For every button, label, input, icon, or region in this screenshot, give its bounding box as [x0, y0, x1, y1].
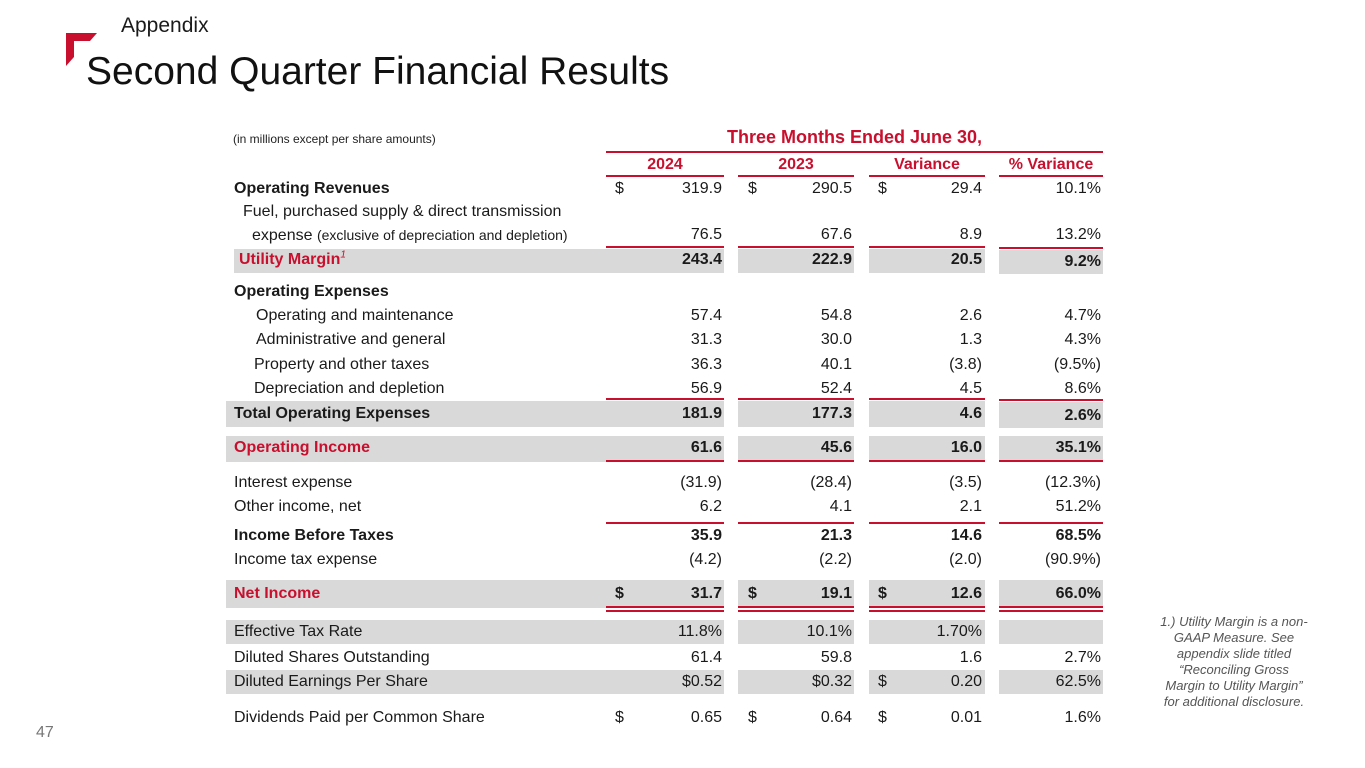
row-label: Diluted Shares Outstanding: [234, 649, 430, 666]
cell-2024: 61.4: [690, 649, 722, 666]
rule: [606, 460, 724, 462]
cell-variance: (3.8): [949, 356, 982, 373]
currency-symbol: $: [878, 180, 887, 197]
row-label: Income Before Taxes: [234, 527, 394, 544]
cell-2023: $0.32: [811, 673, 852, 690]
cell-pct: 66.0%: [1055, 585, 1101, 602]
cell-2023: 177.3: [811, 405, 852, 422]
cell-variance: 4.5: [959, 380, 982, 397]
row-label: Interest expense: [234, 474, 353, 491]
cell-2024: 36.3: [690, 356, 722, 373]
period-header: Three Months Ended June 30,: [606, 126, 1103, 153]
cell-pct: 13.2%: [1055, 226, 1101, 243]
row-label: Diluted Earnings Per Share: [234, 673, 428, 690]
row-label: [239, 249, 346, 271]
cell-2024: 31.7: [690, 585, 722, 602]
currency-symbol: $: [748, 180, 757, 197]
cell-2023: 52.4: [820, 380, 852, 397]
rule: [999, 606, 1103, 608]
cell-2024: (31.9): [680, 474, 722, 491]
rule: [869, 246, 985, 248]
cell-2023: (2.2): [819, 551, 852, 568]
row-label: Depreciation and depletion: [254, 380, 445, 397]
currency-symbol: $: [878, 709, 887, 726]
cell-pct: 68.5%: [1055, 527, 1101, 544]
cell-2023: 290.5: [811, 180, 852, 197]
row-label: [252, 224, 568, 247]
rule: [738, 246, 854, 248]
cell-variance: (3.5): [949, 474, 982, 491]
table-row-interest: [0, 472, 1365, 494]
cell-pct: 4.3%: [1064, 331, 1101, 348]
cell-variance: 1.6: [959, 649, 982, 666]
currency-symbol: $: [878, 673, 887, 690]
cell-variance: 29.4: [950, 180, 982, 197]
row-label: Other income, net: [234, 498, 362, 515]
cell-pct: 10.1%: [1055, 180, 1101, 197]
table-row-operating-revenues: [0, 178, 1365, 200]
currency-symbol: $: [748, 709, 757, 726]
page-number: 47: [36, 724, 54, 741]
rule: [738, 610, 854, 612]
cell-2024: 319.9: [681, 180, 722, 197]
cell-pct: 8.6%: [1064, 380, 1101, 397]
cell-variance: 1.3: [959, 331, 982, 348]
rule: [869, 606, 985, 608]
cell-variance: 12.6: [950, 585, 982, 602]
cell-variance: (2.0): [949, 551, 982, 568]
page-title: Second Quarter Financial Results: [86, 50, 670, 93]
footnote: 1.) Utility Margin is a non-GAAP Measure. See appendix slide titled “Reconciling Gross Margin to Utility Margin” for additional disclosure.: [1160, 614, 1308, 709]
column-header-pct-variance: % Variance: [999, 155, 1103, 177]
table-row-other-income: [0, 496, 1365, 518]
rule: [999, 610, 1103, 612]
rule: [606, 606, 724, 608]
cell-2023: 59.8: [820, 649, 852, 666]
row-label: Income tax expense: [234, 551, 378, 568]
row-label-main: expense: [252, 227, 313, 244]
cell-variance: 1.70%: [936, 623, 982, 640]
row-label: Dividends Paid per Common Share: [234, 709, 485, 726]
cell-2023: 222.9: [811, 251, 852, 268]
table-row-fuel-expense: [0, 224, 1365, 246]
cell-variance: 16.0: [950, 439, 982, 456]
cell-variance: 20.5: [950, 251, 982, 268]
cell-2023: 10.1%: [806, 623, 852, 640]
cell-variance: 0.20: [950, 673, 982, 690]
row-label-main: Utility Margin: [239, 251, 341, 268]
row-label: Net Income: [234, 585, 321, 602]
cell-pct: 1.6%: [1064, 709, 1101, 726]
section-label: Appendix: [121, 14, 209, 37]
rule: [869, 610, 985, 612]
cell-pct: (90.9%): [1044, 551, 1101, 568]
cell-2024: 61.6: [690, 439, 722, 456]
table-row-ag: [0, 329, 1365, 351]
units-note: (in millions except per share amounts): [233, 132, 436, 146]
cell-pct: (12.3%): [1044, 474, 1101, 491]
cell-2024: 6.2: [699, 498, 722, 515]
cell-pct: 35.1%: [1055, 439, 1101, 456]
cell-variance: 2.6: [959, 307, 982, 324]
row-label: Property and other taxes: [254, 356, 430, 373]
currency-symbol: $: [748, 585, 757, 602]
cell-2023: 45.6: [820, 439, 852, 456]
table-row-total-opex: [0, 403, 1365, 425]
cell-2024: 31.3: [690, 331, 722, 348]
table-row-operating-income: [0, 437, 1365, 459]
rule: [738, 460, 854, 462]
cell-2024: 35.9: [690, 527, 722, 544]
rule: [999, 522, 1103, 524]
row-label: Operating Expenses: [234, 283, 389, 300]
rule: [738, 606, 854, 608]
row-label: Administrative and general: [256, 331, 446, 348]
footnote-marker: 1: [340, 249, 346, 261]
table-row-tax-expense: [0, 549, 1365, 571]
cell-2023: 0.64: [820, 709, 852, 726]
row-label: Total Operating Expenses: [234, 405, 431, 422]
cell-2024: 56.9: [690, 380, 722, 397]
table-row-depreciation: [0, 378, 1365, 400]
cell-2023: 4.1: [829, 498, 852, 515]
cell-2023: 30.0: [820, 331, 852, 348]
cell-2024: 11.8%: [677, 623, 722, 640]
table-row-om: [0, 305, 1365, 327]
cell-pct: 62.5%: [1055, 673, 1101, 690]
rule: [869, 522, 985, 524]
cell-pct: (9.5%): [1053, 356, 1101, 373]
table-row-utility-margin: [0, 249, 1365, 271]
column-header-2023: 2023: [738, 155, 854, 177]
cell-2023: 67.6: [820, 226, 852, 243]
currency-symbol: $: [615, 585, 624, 602]
cell-variance: 4.6: [959, 405, 982, 422]
rule: [606, 610, 724, 612]
rule: [999, 460, 1103, 462]
cell-2024: 57.4: [690, 307, 722, 324]
cell-2024: 76.5: [690, 226, 722, 243]
rule: [606, 246, 724, 248]
table-row-net-income: [0, 583, 1365, 605]
row-label: Fuel, purchased supply & direct transmission: [243, 203, 562, 220]
cell-2023: 40.1: [820, 356, 852, 373]
cell-pct: 2.6%: [1064, 407, 1101, 424]
cell-2024: 243.4: [681, 251, 722, 268]
rule: [869, 460, 985, 462]
row-label-note: (exclusive of depreciation and depletion): [316, 227, 568, 243]
cell-variance: 14.6: [950, 527, 982, 544]
cell-pct: 2.7%: [1064, 649, 1101, 666]
cell-2023: 54.8: [820, 307, 852, 324]
table-row-dividends: [0, 707, 1365, 729]
cell-pct: 51.2%: [1055, 498, 1101, 515]
cell-pct: 4.7%: [1064, 307, 1101, 324]
rule: [606, 522, 724, 524]
currency-symbol: $: [615, 709, 624, 726]
currency-symbol: $: [615, 180, 624, 197]
cell-2023: (28.4): [810, 474, 852, 491]
row-label: Effective Tax Rate: [234, 623, 363, 640]
cell-2024: 0.65: [690, 709, 722, 726]
cell-2024: $0.52: [681, 673, 722, 690]
cell-variance: 8.9: [959, 226, 982, 243]
currency-symbol: $: [878, 585, 887, 602]
rule: [738, 522, 854, 524]
cell-variance: 0.01: [950, 709, 982, 726]
row-label: Operating Income: [234, 439, 371, 456]
cell-2023: 19.1: [820, 585, 852, 602]
row-label: Operating and maintenance: [256, 307, 454, 324]
cell-2023: 21.3: [820, 527, 852, 544]
cell-pct: 9.2%: [1064, 253, 1101, 270]
cell-2024: (4.2): [689, 551, 722, 568]
table-row-fuel-line1: [0, 201, 1365, 223]
row-label: Operating Revenues: [234, 180, 390, 197]
table-row-operating-expenses: [0, 281, 1365, 303]
table-row-income-before-taxes: [0, 525, 1365, 547]
column-header-2024: 2024: [606, 155, 724, 177]
table-row-taxes: [0, 354, 1365, 376]
cell-variance: 2.1: [959, 498, 982, 515]
cell-2024: 181.9: [681, 405, 722, 422]
column-header-variance: Variance: [869, 155, 985, 177]
